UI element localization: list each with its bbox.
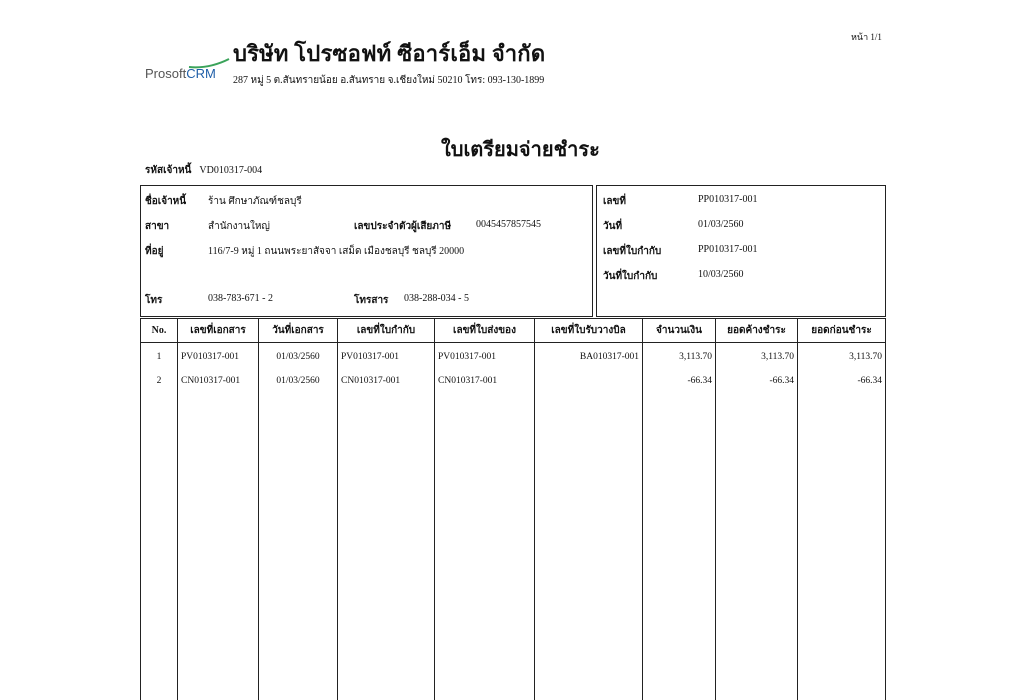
table-header-row	[141, 319, 886, 343]
col-header-invoice-no: เลขที่ใบกำกับ	[338, 319, 435, 343]
logo-text: Prosoft	[145, 66, 187, 81]
invoice-date-value: 10/03/2560	[698, 269, 744, 280]
creditor-code-label: รหัสเจ้าหนี้	[145, 165, 192, 176]
col-header-doc-date: วันที่เอกสาร	[259, 319, 338, 343]
table-row	[141, 343, 886, 370]
creditor-code	[145, 163, 262, 178]
table-filler-row	[141, 393, 886, 700]
document-title: ใบเตรียมจ่ายชำระ	[441, 139, 600, 161]
doc-date-value: 01/03/2560	[698, 219, 744, 230]
col-header-before-payment: ยอดก่อนชำระ	[798, 319, 886, 343]
row-doc-date: 01/03/2560	[259, 343, 338, 370]
row-before-payment: 3,113.70	[798, 343, 886, 370]
doc-date-label: วันที่	[603, 221, 623, 232]
col-header-no: No.	[141, 319, 178, 343]
logo-crm: CRM	[186, 66, 216, 81]
branch-value: สำนักงานใหญ่	[208, 221, 270, 232]
creditor-code-value: VD010317-004	[199, 165, 263, 176]
row-delivery-no: CN010317-001	[435, 369, 535, 393]
row-invoice-no: PV010317-001	[338, 343, 435, 370]
col-header-delivery-no: เลขที่ใบส่งของ	[435, 319, 535, 343]
row-invoice-no: CN010317-001	[338, 369, 435, 393]
row-doc-no: CN010317-001	[178, 369, 259, 393]
col-header-outstanding: ยอดค้างชำระ	[716, 319, 798, 343]
col-header-doc-no: เลขที่เอกสาร	[178, 319, 259, 343]
phone-label: โทร	[145, 295, 163, 306]
row-outstanding: -66.34	[716, 369, 798, 393]
document-info-box	[596, 185, 886, 317]
row-no: 1	[141, 343, 178, 370]
creditor-info-box	[140, 185, 593, 317]
row-outstanding: 3,113.70	[716, 343, 798, 370]
creditor-name: ร้าน ศึกษาภัณฑ์ชลบุรี	[208, 196, 302, 207]
row-before-payment: -66.34	[798, 369, 886, 393]
col-header-amount: จำนวนเงิน	[643, 319, 716, 343]
taxid-label: เลขประจำตัวผู้เสียภาษี	[354, 221, 452, 232]
invoice-date-label: วันที่ใบกำกับ	[603, 271, 658, 282]
invoice-no-value: PP010317-001	[698, 244, 758, 255]
invoice-no-label: เลขที่ใบกำกับ	[603, 246, 662, 257]
taxid-value: 0045457857545	[476, 219, 541, 230]
row-delivery-no: PV010317-001	[435, 343, 535, 370]
row-billing-no	[535, 369, 643, 393]
row-no: 2	[141, 369, 178, 393]
fax-value: 038-288-034 - 5	[404, 293, 469, 304]
branch-label: สาขา	[145, 221, 170, 232]
row-doc-date: 01/03/2560	[259, 369, 338, 393]
company-logo	[145, 66, 216, 81]
creditor-name-label: ชื่อเจ้าหนี้	[145, 196, 187, 207]
page-number: หน้า 1/1	[851, 32, 882, 42]
items-table	[140, 318, 886, 700]
address-value: 116/7-9 หมู่ 1 ถนนพระยาสัจจา เสม็ด เมืองชลบุรี ชลบุรี 20000	[208, 246, 465, 257]
doc-no-value: PP010317-001	[698, 194, 758, 205]
phone-value: 038-783-671 - 2	[208, 293, 273, 304]
row-amount: -66.34	[643, 369, 716, 393]
company-address: 287 หมู่ 5 ต.สันทรายน้อย อ.สันทราย จ.เชียงใหม่ 50210 โทร: 093-130-1899	[233, 75, 545, 86]
row-billing-no: BA010317-001	[535, 343, 643, 370]
company-name: บริษัท โปรซอฟท์ ซีอาร์เอ็ม จำกัด	[233, 41, 546, 66]
fax-label: โทรสาร	[354, 295, 389, 306]
doc-no-label: เลขที่	[603, 196, 626, 207]
row-amount: 3,113.70	[643, 343, 716, 370]
col-header-billing-no: เลขที่ใบรับวางบิล	[535, 319, 643, 343]
table-row	[141, 369, 886, 393]
row-doc-no: PV010317-001	[178, 343, 259, 370]
address-label: ที่อยู่	[145, 246, 164, 257]
